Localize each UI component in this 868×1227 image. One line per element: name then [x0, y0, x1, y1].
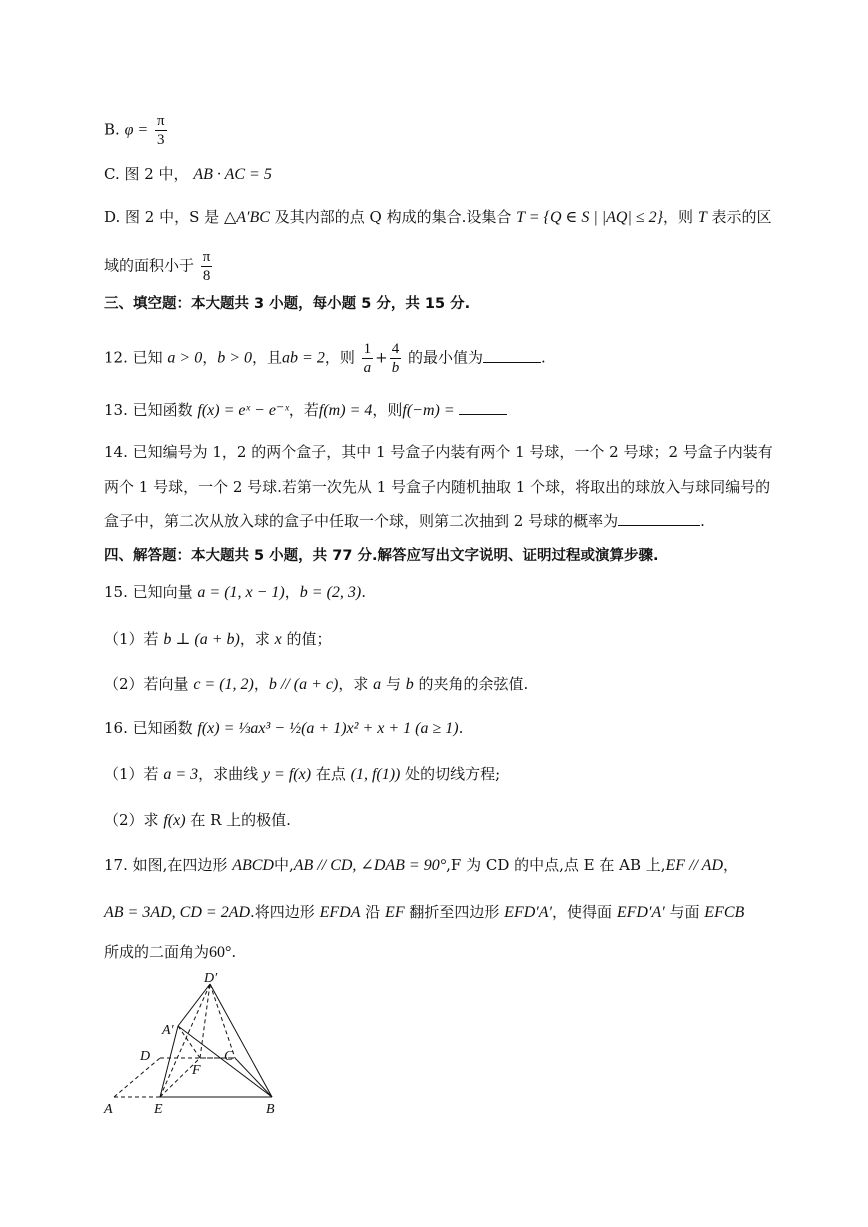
math-expr: y = f(x)	[262, 766, 312, 783]
option-c	[104, 162, 272, 187]
question-text: .	[231, 943, 237, 961]
frac-den: b	[391, 360, 400, 376]
question-text: ，求曲线	[198, 765, 259, 783]
label-F: F	[192, 1063, 201, 1078]
math-expr: EFDA	[319, 904, 361, 921]
question-text: .	[361, 583, 367, 601]
question-text: 16. 已知函数	[104, 719, 193, 737]
math-expr: f(−m) =	[402, 402, 455, 419]
math-expr: x	[274, 631, 282, 648]
math-expr: AB = 3AD, CD = 2AD	[104, 904, 251, 921]
math-expr: T	[697, 209, 707, 226]
question-12	[104, 340, 546, 377]
question-text: 在点	[315, 765, 346, 783]
option-d-line1	[104, 205, 772, 230]
question-text: 的最小值为	[407, 348, 483, 367]
question-text: （1）若	[104, 630, 159, 648]
fraction	[390, 340, 402, 377]
math-expr: b > 0	[217, 349, 253, 367]
question-text: 与	[385, 675, 401, 693]
question-13	[104, 398, 507, 423]
question-text: 沿	[365, 903, 381, 921]
label-E: E	[154, 1102, 163, 1117]
answer-blank	[618, 509, 700, 526]
question-text: ，则	[324, 348, 355, 367]
option-d-line2	[104, 248, 214, 285]
math-expr: 60°	[209, 944, 232, 961]
frac-den: a	[363, 360, 372, 376]
math-expr: a = (1, x − 1)	[197, 584, 285, 601]
question-text: 所成的二面角为	[104, 943, 210, 961]
math-expr: EFD′A′	[504, 904, 553, 921]
question-text: （1）若	[104, 765, 159, 783]
math-expr: b	[405, 676, 414, 693]
option-text: 及其内部的点 Q 构成的集合.设集合	[274, 208, 512, 226]
math-expr: φ =	[124, 121, 149, 139]
question-text: 翻折至四边形	[409, 903, 500, 921]
edge-D2C	[210, 984, 235, 1058]
math-expr: a = 3	[163, 766, 199, 783]
question-text: 盒子中，第二次从放入球的盒子中任取一个球，则第二次抽到 2 号球的概率为	[104, 512, 619, 530]
question-text: 中,	[273, 856, 294, 874]
frac-num: π	[157, 113, 165, 129]
frac-num: 4	[391, 341, 400, 357]
question-14-line3	[104, 509, 705, 533]
question-text: ，若	[288, 401, 319, 419]
question-text: 与面	[669, 903, 700, 921]
label-C: C	[224, 1049, 234, 1064]
section-heading: 三、填空题：本大题共 3 小题，每小题 5 分，共 15 分.	[104, 296, 471, 312]
question-text: 15. 已知向量	[104, 583, 193, 601]
option-text: 表示的区	[711, 208, 772, 226]
question-17-line2	[104, 900, 744, 925]
math-expr: EFCB	[704, 904, 745, 921]
answer-blank	[459, 398, 507, 415]
question-text: （2）若向量	[104, 675, 189, 693]
question-text: ，	[284, 583, 300, 601]
label-A: A	[104, 1102, 113, 1117]
label-D-prime: D′	[204, 971, 218, 986]
question-17-line3	[104, 940, 236, 965]
question-text: 的值；	[286, 630, 332, 648]
math-expr: b = (2, 3)	[299, 584, 362, 601]
question-text: ，求	[338, 675, 369, 693]
math-expr: f(m) = 4	[318, 402, 373, 419]
question-text: 的夹角的余弦值.	[418, 675, 529, 693]
question-15-part1	[104, 627, 332, 652]
question-text: 在 R 上的极值.	[190, 811, 291, 829]
question-text: .将四边形	[250, 903, 315, 921]
math-expr: AB · AC = 5	[193, 166, 272, 183]
question-text: .	[458, 719, 464, 737]
option-label: B.	[104, 120, 120, 139]
fraction	[201, 248, 213, 285]
question-15	[104, 580, 366, 605]
math-expr: f(x)	[163, 812, 186, 829]
frac-den: 8	[202, 268, 211, 284]
math-expr: a	[373, 676, 382, 693]
fraction	[155, 112, 167, 149]
question-15-part2	[104, 672, 528, 697]
question-text: 13. 已知函数	[104, 401, 193, 419]
question-text: ，求	[239, 630, 270, 648]
math-expr: △A′BC	[223, 209, 270, 226]
question-14-line2: 两个 1 号球，一个 2 号球.若第一次先从 1 号盒子内随机抽取 1 个球，将取出的球放入与球同编号的	[104, 478, 771, 496]
label-D: D	[140, 1049, 151, 1064]
question-text: ，	[202, 348, 218, 367]
question-text: .	[541, 348, 546, 367]
option-text: C. 图 2 中，	[104, 165, 189, 183]
question-14-line1: 14. 已知编号为 1，2 的两个盒子，其中 1 号盒子内装有两个 1 号球，一个 2 号球；2 号盒子内装有	[104, 443, 773, 461]
math-expr: b // (a + c)	[268, 676, 339, 693]
math-expr: EFD′A′	[616, 904, 665, 921]
question-text: .	[700, 512, 705, 530]
fraction	[362, 340, 374, 377]
math-expr: f(x) = ⅓ax³ − ½(a + 1)x² + x + 1 (a ≥ 1)	[197, 720, 459, 737]
answer-blank	[483, 346, 541, 363]
frac-num: π	[202, 249, 211, 265]
math-expr: ABCD	[232, 857, 274, 874]
question-16-part2	[104, 808, 291, 833]
math-expr: b ⊥ (a + b)	[163, 631, 240, 648]
question-text: ，使得面	[552, 903, 613, 921]
question-text: ,F 为 CD 的中点,点 E 在 AB 上,	[446, 856, 666, 874]
math-expr: AB // CD, ∠DAB = 90°	[293, 857, 447, 874]
math-expr: EF // AD	[665, 857, 724, 874]
question-text: ，则	[372, 401, 403, 419]
question-text: 17. 如图,在四边形	[104, 856, 228, 874]
option-b	[104, 112, 169, 149]
question-text: ，且	[252, 348, 283, 367]
edge-AD	[114, 1058, 160, 1097]
math-expr: T = {Q ∈ S | |AQ| ≤ 2}	[516, 209, 664, 226]
question-16-part1	[104, 762, 500, 787]
question-text: （2）求	[104, 811, 159, 829]
edge-D2B	[210, 984, 272, 1097]
math-op: +	[375, 348, 388, 367]
question-16	[104, 716, 463, 741]
question-17-line1	[104, 853, 738, 878]
frac-num: 1	[363, 341, 372, 357]
math-expr: EF	[385, 904, 405, 921]
label-B: B	[266, 1102, 275, 1117]
math-expr: c = (1, 2)	[193, 676, 254, 693]
question-text: ，	[253, 675, 269, 693]
math-expr: (1, f(1))	[350, 766, 401, 783]
question-text: 处的切线方程;	[405, 765, 501, 783]
math-expr: f(x) = eˣ − e⁻ˣ	[197, 402, 289, 419]
label-A-prime: A′	[162, 1023, 174, 1038]
section-heading: 四、解答题：本大题共 5 小题，共 77 分.解答应写出文字说明、证明过程或演算步骤.	[104, 548, 659, 564]
option-text: ，则	[663, 208, 694, 226]
option-text: D. 图 2 中，S 是	[104, 208, 220, 226]
math-expr: ab = 2	[282, 349, 325, 367]
question-text: 12. 已知	[104, 348, 163, 367]
option-text: 域的面积小于	[104, 256, 195, 275]
geometry-figure	[100, 970, 300, 1120]
question-text: ，	[723, 856, 739, 874]
frac-den: 3	[157, 132, 165, 148]
math-expr: a > 0	[167, 349, 203, 367]
